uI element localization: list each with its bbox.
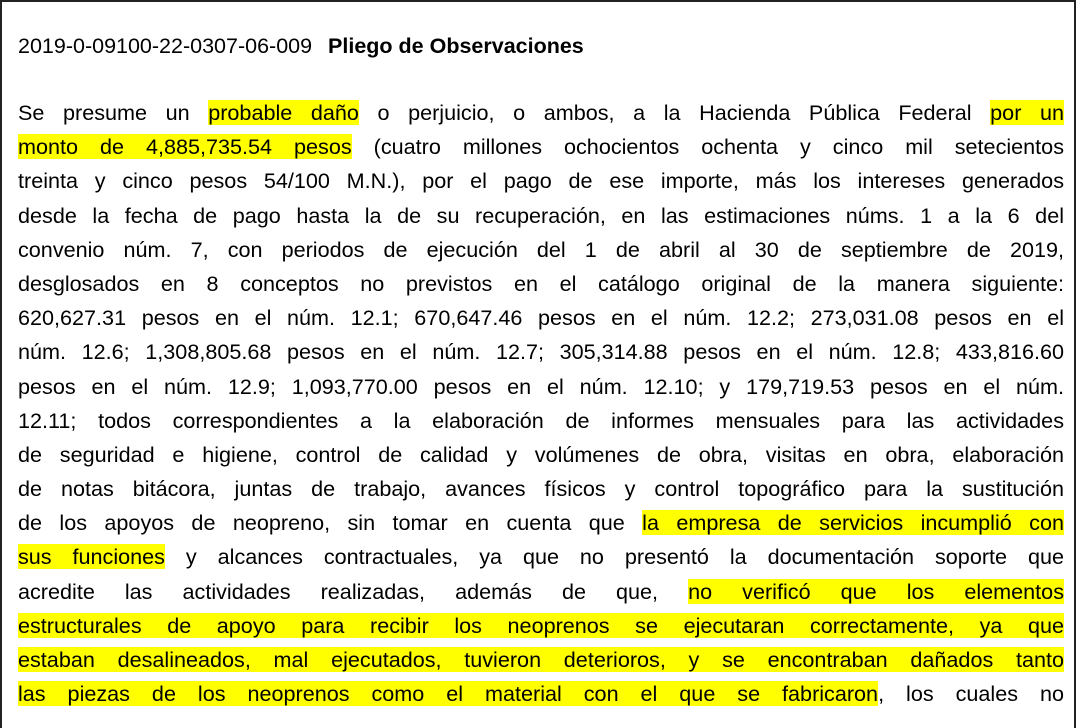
- highlighted-text: estaban desalineados, mal ejecutados, tuvieron deterioros, y se encontraban dañados tanto: [18, 647, 1064, 672]
- text-line: [18, 472, 1064, 506]
- body-text: pesos en el núm. 12.9; 1,093,770.00 pesos en el núm. 12.10; y 179,719.53 pesos en el núm.: [18, 373, 1064, 399]
- body-text: Se presume un: [18, 100, 209, 125]
- highlighted-text: por un: [990, 100, 1064, 125]
- text-line: [18, 404, 1064, 438]
- text-line: [18, 199, 1064, 233]
- body-text: y alcances contractuales, ya que no presentó la documentación soporte que: [164, 544, 1064, 570]
- body-text: , los cuales no: [878, 681, 1064, 707]
- document-header: [18, 34, 584, 59]
- highlighted-text: sus funciones: [18, 544, 165, 570]
- observation-code: 2019-0-09100-22-0307-06-009: [18, 34, 313, 58]
- text-line: [18, 164, 1064, 198]
- body-text: desglosados en 8 conceptos no previstos en el catálogo original de la manera siguiente:: [18, 270, 1064, 296]
- document-title: Pliego de Observaciones: [328, 34, 584, 58]
- text-line: [18, 233, 1064, 267]
- text-line: [18, 643, 1064, 677]
- text-line: [18, 575, 1064, 609]
- body-text: treinta y cinco pesos 54/100 M.N.), por el pago de ese importe, más los intereses generados: [18, 168, 1064, 194]
- body-text: convenio núm. 7, con periodos de ejecución del 1 de abril al 30 de septiembre de 2019,: [18, 236, 1064, 262]
- body-text: (cuatro millones ochocientos ochenta y cinco mil setecientos: [351, 134, 1064, 160]
- highlighted-text: las piezas de los neoprenos como el material con el que se fabricaron: [18, 681, 879, 707]
- body-text: desde la fecha de pago hasta la de su recuperación, en las estimaciones núms. 1 a la 6 del: [18, 202, 1064, 228]
- text-line: [18, 267, 1064, 301]
- text-line: [18, 370, 1064, 404]
- highlighted-text: la empresa de servicios incumplió con: [642, 510, 1064, 536]
- text-line: [18, 438, 1064, 472]
- highlighted-text: estructurales de apoyo para recibir los neoprenos se ejecutaran correctamente, ya que: [18, 612, 1064, 638]
- body-text: 12.11; todos correspondientes a la elaboración de informes mensuales para las actividades: [18, 407, 1064, 433]
- body-text: de notas bitácora, juntas de trabajo, avances físicos y control topográfico para la sustitución: [18, 476, 1064, 502]
- text-line: [18, 609, 1064, 643]
- body-text: de los apoyos de neopreno, sin tomar en cuenta que: [18, 510, 643, 536]
- text-line: [18, 506, 1064, 540]
- observation-paragraph: [18, 96, 1064, 711]
- text-line: [18, 301, 1064, 335]
- text-line: [18, 335, 1064, 369]
- body-text: o perjuicio, o ambos, a la Hacienda Pública Federal: [358, 100, 991, 125]
- text-line: [18, 130, 1064, 164]
- body-text: acredite las actividades realizadas, además de que,: [18, 578, 689, 604]
- text-line: [18, 677, 1064, 711]
- text-line: [18, 96, 1064, 130]
- highlighted-text: probable daño: [208, 100, 359, 125]
- body-text: de seguridad e higiene, control de calidad y volúmenes de obra, visitas en obra, elaboración: [18, 441, 1064, 467]
- highlighted-text: monto de 4,885,735.54 pesos: [18, 134, 352, 160]
- body-text: núm. 12.6; 1,308,805.68 pesos en el núm. 12.7; 305,314.88 pesos en el núm. 12.8; 433,816.60: [18, 339, 1064, 365]
- text-line: [18, 540, 1064, 574]
- body-text: 620,627.31 pesos en el núm. 12.1; 670,647.46 pesos en el núm. 12.2; 273,031.08 pesos en el: [18, 305, 1064, 331]
- highlighted-text: no verificó que los elementos: [688, 578, 1064, 604]
